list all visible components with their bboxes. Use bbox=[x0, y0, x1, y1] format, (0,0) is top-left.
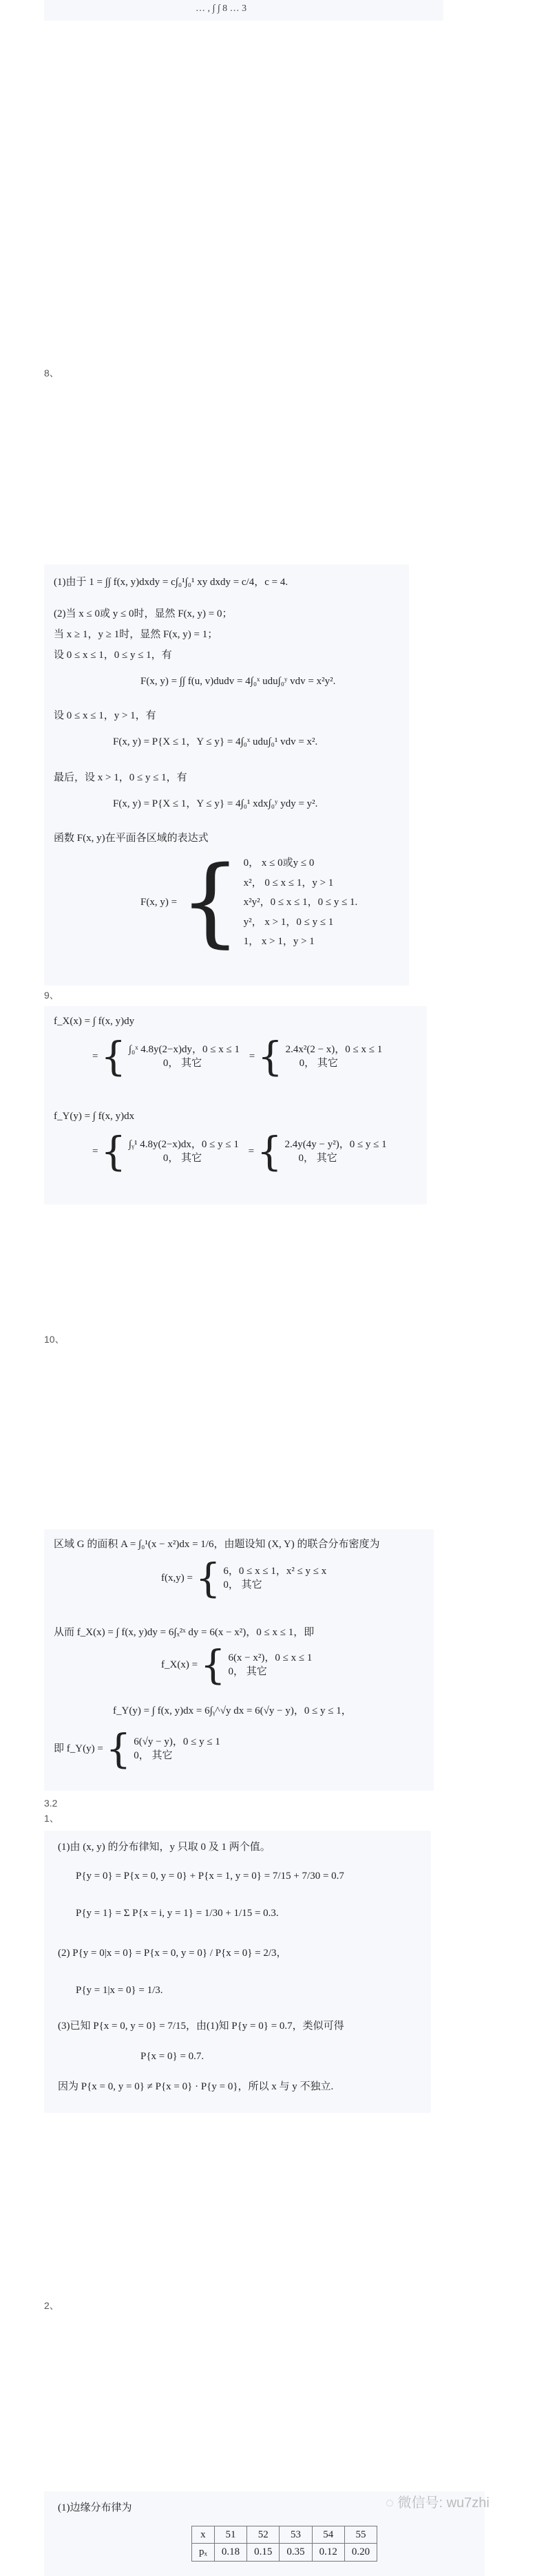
table-cell: 0.15 bbox=[247, 2544, 280, 2561]
table-cell: 0.20 bbox=[344, 2544, 377, 2561]
p8-line-5: F(x, y) = ∫∫ f(u, v)dudv = 4∫₀ˣ udu∫₀ʸ vdv = x²y². bbox=[140, 676, 336, 687]
p10-f-cases bbox=[161, 1555, 327, 1601]
problem-9-panel bbox=[44, 1006, 427, 1204]
p10-fx-case-2: 0， 其它 bbox=[228, 1666, 267, 1677]
left-brace-icon: { bbox=[101, 1128, 127, 1175]
p8-cases-block bbox=[140, 846, 358, 959]
p8-line-10: 函数 F(x, y)在平面各区域的表达式 bbox=[54, 833, 209, 844]
problem-label-s2: 2、 bbox=[44, 2300, 59, 2311]
p9-fy-cases: = { ∫ᵧ¹ 4.8y(2−x)dx，0 ≤ y ≤ 1 0， 其它 = { 2.4y(4y − y²)，0 ≤ y ≤ 1 0， 其它 bbox=[92, 1128, 387, 1175]
table-cell: 0.18 bbox=[214, 2544, 246, 2561]
p10-fx-case-1: 6(x − x²)，0 ≤ x ≤ 1 bbox=[228, 1652, 313, 1663]
p8-case-2: x²y²，0 ≤ x ≤ 1，0 ≤ y ≤ 1. bbox=[243, 897, 358, 908]
problem-8-panel bbox=[44, 564, 409, 986]
p8-line-3: 当 x ≥ 1，y ≥ 1时，显然 F(x, y) = 1； bbox=[54, 629, 218, 640]
left-brace-icon: { bbox=[195, 1555, 221, 1601]
p8-line-2: (2)当 x ≤ 0或 y ≤ 0时，显然 F(x, y) = 0； bbox=[54, 608, 233, 619]
p9-fy-case-2: 0， 其它 bbox=[162, 1153, 202, 1164]
p10-f-case-2: 0， 其它 bbox=[223, 1579, 262, 1590]
s2-distribution-table-wrap bbox=[191, 2526, 377, 2562]
s1-line-7: P{x = 0} = 0.7. bbox=[140, 2051, 204, 2062]
left-brace-icon: { bbox=[105, 1725, 132, 1772]
p8-case-4: 1， x > 1，y > 1 bbox=[243, 936, 315, 947]
table-cell: pₓ bbox=[192, 2544, 215, 2561]
p10-line-5: f_Y(y) = ∫ f(x, y)dx = 6∫ᵧ^√y dx = 6(√y − y)，0 ≤ y ≤ 1， bbox=[113, 1705, 352, 1716]
wechat-icon: ◌ bbox=[386, 2495, 394, 2511]
distribution-table bbox=[191, 2526, 377, 2562]
top-fragment-text: … , ∫ ∫ 8 … 3 bbox=[196, 3, 247, 14]
p9-fx-result-2: 0， 其它 bbox=[299, 1058, 338, 1069]
p10-f-lhs: f(x,y) = bbox=[161, 1572, 193, 1584]
top-fragment-panel bbox=[44, 0, 443, 21]
watermark-text: 微信号: wu7zhi bbox=[397, 2495, 490, 2511]
p10-fy-case-1: 6(√y − y)，0 ≤ y ≤ 1 bbox=[134, 1736, 220, 1747]
table-row bbox=[192, 2544, 377, 2561]
problem-10-panel bbox=[44, 1529, 434, 1791]
table-cell: 53 bbox=[280, 2526, 312, 2544]
s1-line-4: (2) P{y = 0|x = 0} = P{x = 0, y = 0} / P{x = 0} = 2/3， bbox=[58, 1948, 287, 1959]
p9-fy-case-1: ∫ᵧ¹ 4.8y(2−x)dx，0 ≤ y ≤ 1 bbox=[128, 1138, 239, 1150]
problem-label-s1: 1、 bbox=[44, 1813, 59, 1824]
s1-line-8: 因为 P{x = 0, y = 0} ≠ P{x = 0} · P{y = 0}，所以 x 与 y 不独立. bbox=[58, 2081, 334, 2092]
p10-fy-lhs: 即 f_Y(y) = bbox=[54, 1743, 103, 1754]
p8-case-1: x²， 0 ≤ x ≤ 1，y > 1 bbox=[243, 877, 334, 888]
table-cell: 54 bbox=[312, 2526, 344, 2544]
table-cell: 51 bbox=[214, 2526, 246, 2544]
p10-fy-cases bbox=[54, 1725, 220, 1772]
section-1-panel bbox=[44, 1831, 431, 2113]
p9-fy-result-1: 2.4y(4y − y²)，0 ≤ y ≤ 1 bbox=[284, 1138, 387, 1150]
section-heading: 3.2 bbox=[44, 1798, 58, 1809]
s2-line-1: (1)边缘分布律为 bbox=[58, 2502, 132, 2513]
problem-label-9: 9、 bbox=[44, 990, 59, 1001]
left-brace-icon: { bbox=[200, 1641, 226, 1688]
p8-line-4: 设 0 ≤ x ≤ 1，0 ≤ y ≤ 1，有 bbox=[54, 650, 172, 661]
p8-cases-lhs: F(x, y) = bbox=[140, 897, 178, 908]
p9-fx-result-1: 2.4x²(2 − x)，0 ≤ x ≤ 1 bbox=[285, 1043, 383, 1055]
p9-fy-result-2: 0， 其它 bbox=[298, 1153, 337, 1164]
left-brace-icon: { bbox=[256, 1128, 282, 1175]
p8-line-6: 设 0 ≤ x ≤ 1，y > 1，有 bbox=[54, 710, 156, 721]
left-brace-icon: { bbox=[179, 846, 241, 959]
p10-line-3: 从而 f_X(x) = ∫ f(x, y)dy = 6∫ₓ²ˣ dy = 6(x − x²)，0 ≤ x ≤ 1，即 bbox=[54, 1627, 315, 1638]
left-brace-icon: { bbox=[101, 1033, 127, 1080]
s1-line-2: P{y = 0} = P{x = 0, y = 0} + P{x = 1, y = 0} = 7/15 + 7/30 = 0.7 bbox=[76, 1871, 344, 1882]
p10-fx-cases bbox=[161, 1641, 313, 1688]
left-brace-icon: { bbox=[257, 1033, 283, 1080]
s1-line-1: (1)由 (x, y) 的分布律知，y 只取 0 及 1 两个值。 bbox=[58, 1842, 271, 1853]
s1-line-3: P{y = 1} = Σ P{x = i, y = 1} = 1/30 + 1/15 = 0.3. bbox=[76, 1908, 279, 1919]
p10-line-1: 区域 G 的面积 A = ∫₀¹(x − x²)dx = 1/6，由题设知 (X, Y) 的联合分布密度为 bbox=[54, 1539, 380, 1550]
p9-fx-cases: = { ∫₀ˣ 4.8y(2−x)dy，0 ≤ x ≤ 1 0， 其它 = { 2.4x²(2 − x)，0 ≤ x ≤ 1 0， 其它 bbox=[92, 1033, 383, 1080]
p8-line-8: 最后，设 x > 1，0 ≤ y ≤ 1，有 bbox=[54, 772, 187, 783]
p10-f-case-1: 6，0 ≤ x ≤ 1，x² ≤ y ≤ x bbox=[223, 1565, 327, 1577]
p10-fy-case-2: 0， 其它 bbox=[134, 1750, 173, 1761]
table-row bbox=[192, 2526, 377, 2544]
p10-fx-lhs: f_X(x) = bbox=[161, 1659, 198, 1670]
table-cell: 55 bbox=[344, 2526, 377, 2544]
p9-fx-case-2: 0， 其它 bbox=[162, 1058, 202, 1069]
s1-line-6: (3)已知 P{x = 0, y = 0} = 7/15，由(1)知 P{y = 0} = 0.7，类似可得 bbox=[58, 2021, 344, 2032]
table-cell: 0.12 bbox=[312, 2544, 344, 2561]
p8-line-7: F(x, y) = P{X ≤ 1，Y ≤ y} = 4∫₀ˣ udu∫₀¹ vdv = x². bbox=[113, 736, 318, 747]
problem-label-8: 8、 bbox=[44, 368, 59, 379]
p8-cases-list bbox=[244, 853, 358, 952]
table-cell: x bbox=[192, 2526, 215, 2544]
watermark bbox=[386, 2491, 490, 2511]
table-cell: 0.35 bbox=[280, 2544, 312, 2561]
p9-fx: f_X(x) = ∫ f(x, y)dy bbox=[54, 1016, 135, 1027]
p8-case-3: y²， x > 1，0 ≤ y ≤ 1 bbox=[243, 916, 334, 928]
p8-case-0: 0， x ≤ 0或y ≤ 0 bbox=[243, 858, 315, 869]
s1-line-5: P{y = 1|x = 0} = 1/3. bbox=[76, 1985, 163, 1996]
p9-fy: f_Y(y) = ∫ f(x, y)dx bbox=[54, 1111, 135, 1122]
p8-line-1: (1)由于 1 = ∫∫ f(x, y)dxdy = c∫₀¹∫₀¹ xy dxdy = c/4，c = 4. bbox=[54, 577, 288, 588]
p9-fx-case-1: ∫₀ˣ 4.8y(2−x)dy，0 ≤ x ≤ 1 bbox=[128, 1043, 240, 1055]
table-cell: 52 bbox=[247, 2526, 280, 2544]
problem-label-10: 10、 bbox=[44, 1334, 65, 1345]
p8-line-9: F(x, y) = P{X ≤ 1，Y ≤ y} = 4∫₀¹ xdx∫₀ʸ ydy = y². bbox=[113, 798, 318, 809]
